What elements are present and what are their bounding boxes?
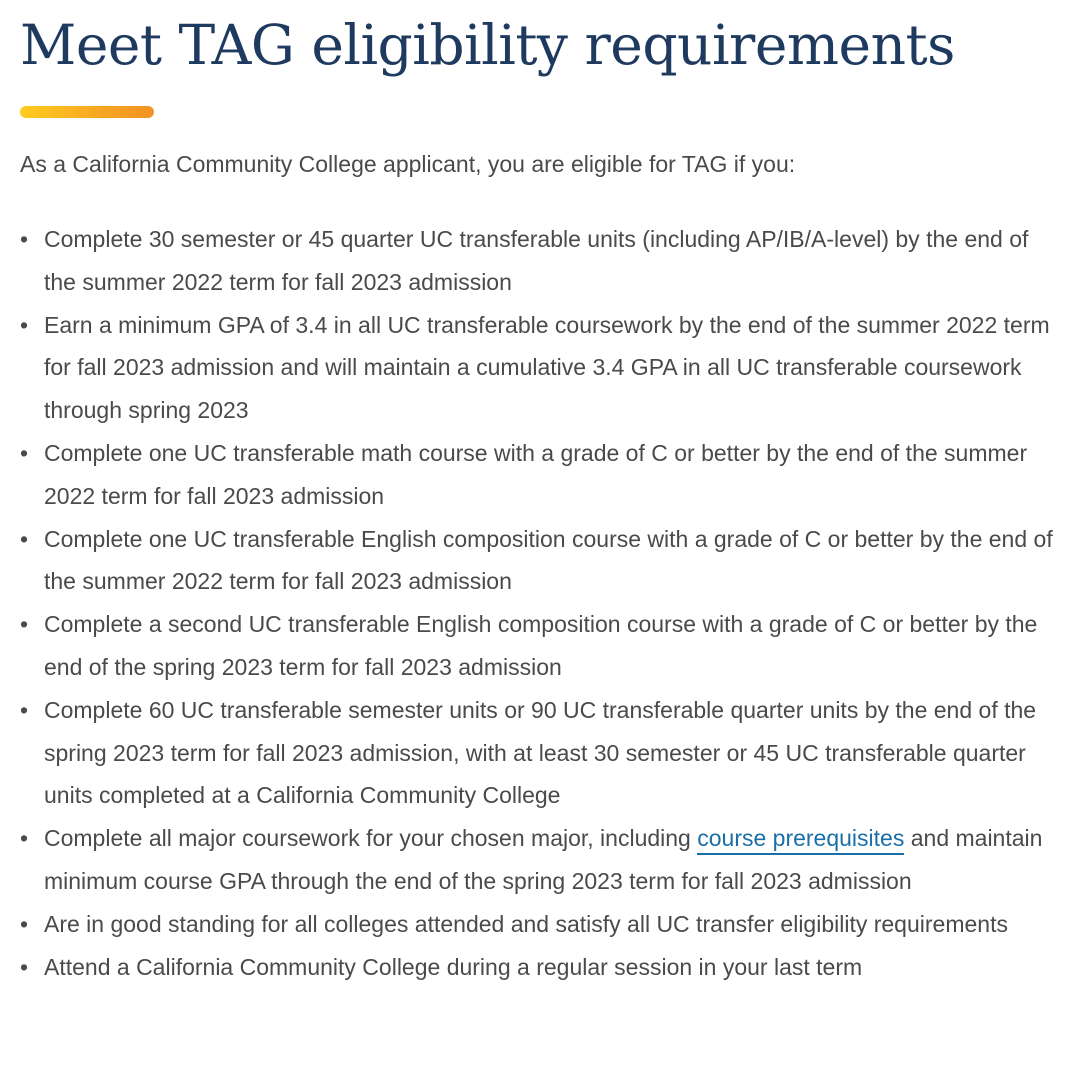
list-item [20, 817, 1060, 903]
bullet-icon: • [20, 953, 29, 980]
requirement-text-before-link: Complete all major coursework for your chosen major, including [44, 825, 698, 852]
bullet-icon: • [20, 825, 29, 852]
intro-text: As a California Community College applicant, you are eligible for TAG if you: [20, 151, 796, 177]
requirement-text: Attend a California Community College during a regular session in your last term [44, 953, 863, 980]
bullet-icon: • [20, 525, 29, 552]
bullet-icon: • [20, 439, 29, 466]
bullet-icon: • [20, 611, 29, 638]
list-item [20, 304, 1060, 432]
bullet-icon: • [20, 910, 29, 937]
requirement-text: Complete one UC transferable math course with a grade of C or better by the end of the summer 2022 term for fall 2023 admission [44, 439, 1028, 509]
requirement-text: Complete 30 semester or 45 quarter UC transferable units (including AP/IB/A-level) by the end of the summer 2022 term for fall 2023 admission [44, 226, 1029, 295]
requirement-text: Are in good standing for all colleges attended and satisfy all UC transfer eligibility requirements [44, 910, 1008, 937]
requirement-text: Complete one UC transferable English composition course with a grade of C or better by the end of the summer 2022 term for fall 2023 admission [44, 525, 1053, 595]
page-title: Meet TAG eligibility requirements [20, 13, 955, 77]
list-item [20, 432, 1060, 518]
title-accent-underline [20, 106, 154, 118]
requirement-text: Earn a minimum GPA of 3.4 in all UC transferable coursework by the end of the summer 2022 term for fall 2023 admission and will maintain a cumulative 3.4 GPA in all UC transferable coursework through spring 2023 [44, 311, 1050, 424]
list-item [20, 218, 1060, 304]
list-item [20, 903, 1060, 946]
bullet-icon: • [20, 311, 29, 338]
list-item [20, 603, 1060, 689]
requirement-text-after-link: and maintain minimum course GPA through the end of the spring 2023 term for fall 2023 admission [44, 825, 1043, 894]
list-item [20, 518, 1060, 604]
list-item [20, 689, 1060, 817]
requirement-text: Complete a second UC transferable English composition course with a grade of C or better by the end of the spring 2023 term for fall 2023 admission [44, 611, 1038, 680]
requirements-list [20, 218, 1060, 988]
requirement-text: Complete 60 UC transferable semester units or 90 UC transferable quarter units by the end of the spring 2023 term for fall 2023 admission, with at least 30 semester or 45 UC transferable quarter units completed at a California Community College [44, 696, 1037, 809]
bullet-icon: • [20, 696, 29, 723]
list-item [20, 946, 1060, 989]
bullet-icon: • [20, 226, 29, 252]
course-prerequisites-link[interactable]: course prerequisites [697, 825, 904, 855]
